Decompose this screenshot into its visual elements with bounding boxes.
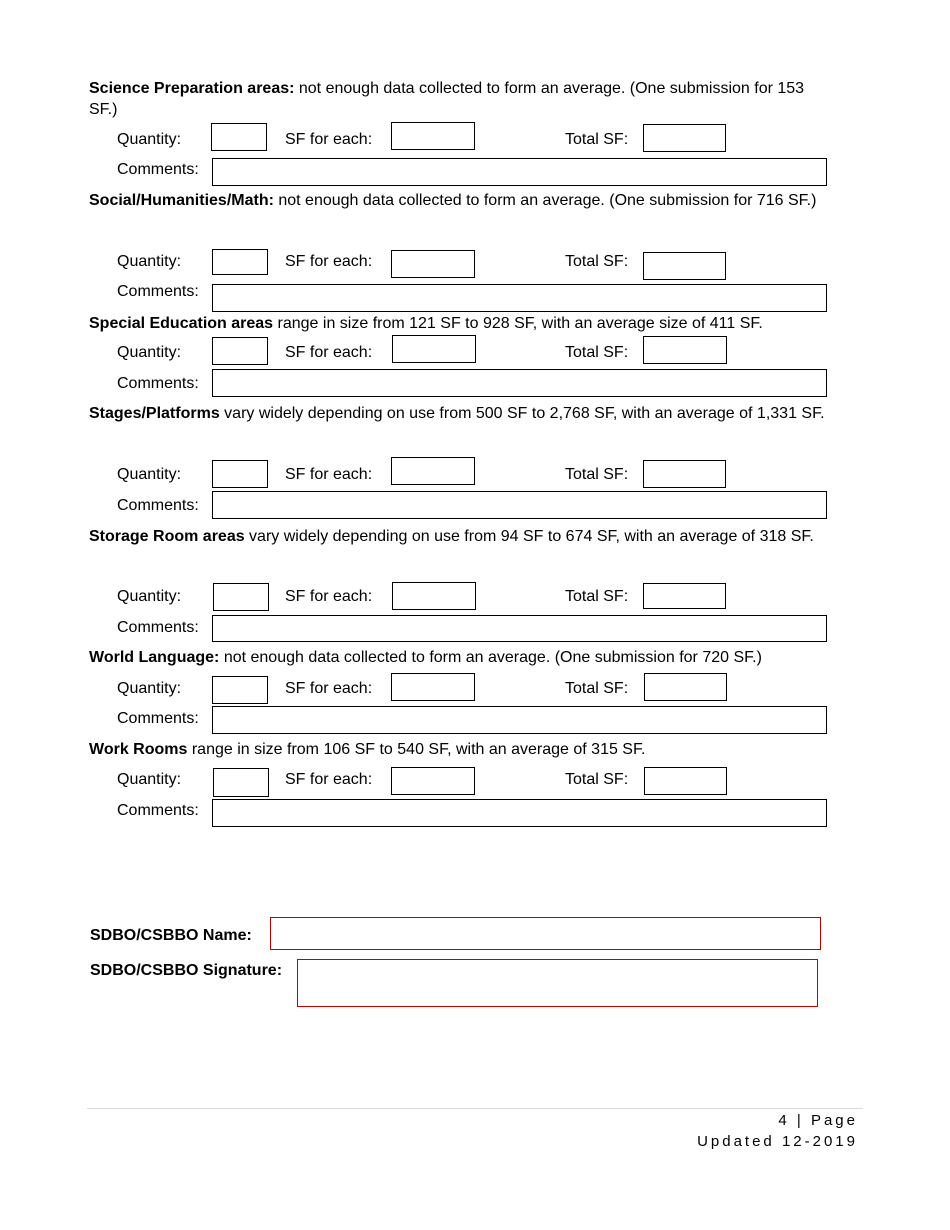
sdbo-name-input[interactable] (270, 917, 821, 950)
quantity-label: Quantity: (117, 131, 182, 148)
comments-input[interactable] (212, 615, 827, 642)
total-sf-label: Total SF: (565, 131, 629, 148)
section-title: Work Rooms (89, 741, 188, 758)
sf-each-label: SF for each: (285, 466, 373, 483)
page-number: 4 | Page (778, 1112, 858, 1129)
comments-label: Comments: (117, 619, 199, 636)
total-sf-label: Total SF: (565, 588, 629, 605)
section-text: range in size from 121 SF to 928 SF, with an average size of 411 SF. (273, 315, 763, 332)
sf-each-input[interactable] (391, 250, 475, 278)
quantity-label: Quantity: (117, 680, 182, 697)
section-description (89, 78, 834, 120)
total-sf-input[interactable] (643, 124, 726, 152)
total-sf-input[interactable] (643, 460, 726, 488)
sf-each-input[interactable] (391, 673, 475, 701)
section-title: Storage Room areas (89, 528, 245, 545)
section-text: not enough data collected to form an average. (One submission for 720 SF.) (219, 649, 762, 666)
comments-input[interactable] (212, 284, 827, 312)
quantity-input[interactable] (212, 337, 268, 365)
total-sf-input[interactable] (643, 583, 726, 609)
quantity-label: Quantity: (117, 588, 182, 605)
total-sf-label: Total SF: (565, 344, 629, 361)
section-description (89, 735, 849, 765)
comments-input[interactable] (212, 369, 827, 397)
quantity-input[interactable] (213, 768, 269, 797)
sf-each-input[interactable] (391, 457, 475, 485)
sdbo-name-label: SDBO/CSBBO Name: (90, 927, 252, 944)
total-sf-label: Total SF: (565, 253, 629, 270)
comments-input[interactable] (212, 799, 827, 827)
sdbo-signature-input[interactable] (297, 959, 818, 1007)
total-sf-input[interactable] (644, 767, 727, 795)
quantity-label: Quantity: (117, 466, 182, 483)
sf-each-label: SF for each: (285, 131, 373, 148)
section-description (89, 643, 849, 673)
total-sf-input[interactable] (644, 673, 727, 701)
comments-label: Comments: (117, 710, 199, 727)
section-description (89, 186, 819, 216)
sf-each-label: SF for each: (285, 344, 373, 361)
comments-label: Comments: (117, 375, 199, 392)
section-text: vary widely depending on use from 500 SF to 2,768 SF, with an average of 1,331 SF. (219, 405, 825, 422)
updated-date: Updated 12-2019 (697, 1133, 858, 1150)
section-text: not enough data collected to form an average. (One submission for 716 SF.) (273, 192, 817, 209)
total-sf-label: Total SF: (565, 680, 629, 697)
sf-each-label: SF for each: (285, 680, 373, 697)
section-description (89, 399, 829, 429)
section-text: not enough data collected to form an average. (One submission for 153 SF.) (89, 80, 805, 118)
section-title: Special Education areas (89, 315, 274, 332)
comments-label: Comments: (117, 283, 199, 300)
sf-each-label: SF for each: (285, 253, 373, 270)
comments-input[interactable] (212, 158, 827, 186)
quantity-input[interactable] (212, 249, 268, 275)
quantity-input[interactable] (212, 676, 268, 704)
section-text: range in size from 106 SF to 540 SF, with an average of 315 SF. (187, 741, 646, 758)
sf-each-label: SF for each: (285, 771, 373, 788)
quantity-input[interactable] (212, 460, 268, 488)
sf-each-label: SF for each: (285, 588, 373, 605)
section-title: Stages/Platforms (89, 405, 220, 422)
section-text: vary widely depending on use from 94 SF to 674 SF, with an average of 318 SF. (244, 528, 814, 545)
comments-label: Comments: (117, 497, 199, 514)
sdbo-signature-label: SDBO/CSBBO Signature: (90, 962, 283, 979)
quantity-input[interactable] (213, 583, 269, 611)
comments-input[interactable] (212, 491, 827, 519)
quantity-label: Quantity: (117, 344, 182, 361)
footer-divider (87, 1108, 863, 1109)
sf-each-input[interactable] (391, 122, 475, 150)
sf-each-input[interactable] (391, 767, 475, 795)
total-sf-input[interactable] (643, 336, 727, 364)
total-sf-label: Total SF: (565, 466, 629, 483)
total-sf-input[interactable] (643, 252, 726, 280)
comments-label: Comments: (117, 161, 199, 178)
quantity-input[interactable] (211, 123, 267, 151)
comments-label: Comments: (117, 802, 199, 819)
sf-each-input[interactable] (392, 335, 476, 363)
quantity-label: Quantity: (117, 253, 182, 270)
comments-input[interactable] (212, 706, 827, 734)
total-sf-label: Total SF: (565, 771, 629, 788)
section-title: Science Preparation areas: (89, 80, 295, 97)
quantity-label: Quantity: (117, 771, 182, 788)
section-title: World Language: (89, 649, 220, 666)
section-description (89, 522, 829, 552)
section-title: Social/Humanities/Math: (89, 192, 274, 209)
sf-each-input[interactable] (392, 582, 476, 610)
